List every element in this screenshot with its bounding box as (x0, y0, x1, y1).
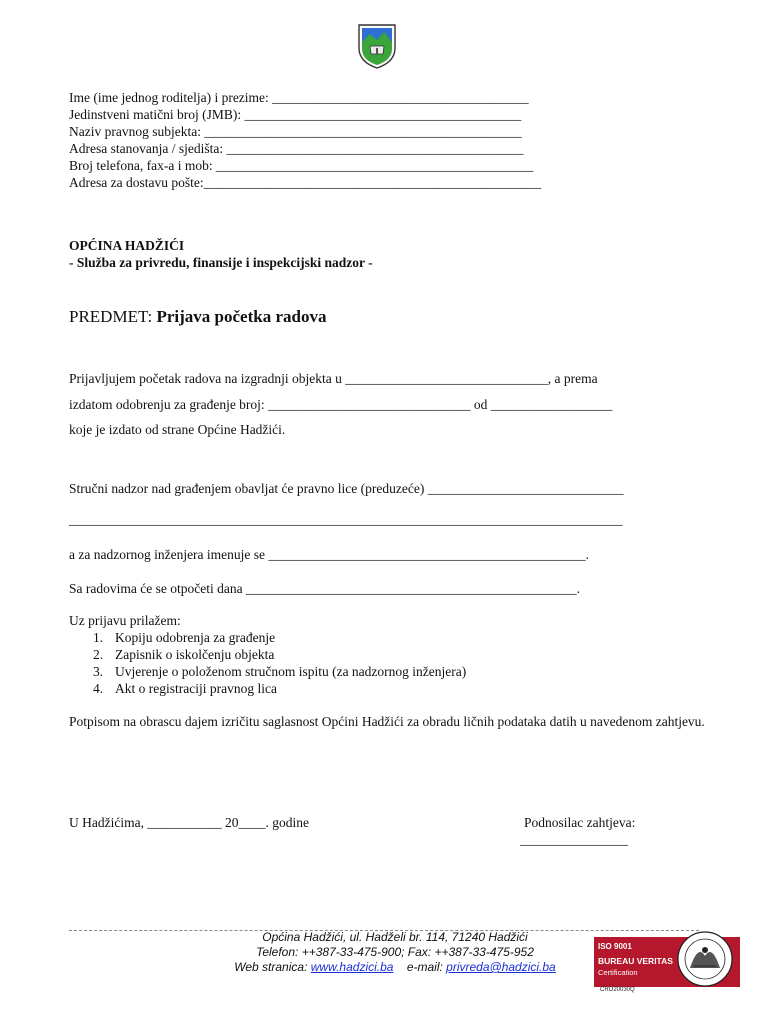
footer-web-row (210, 960, 580, 975)
supervision-line-1: Stručni nadzor nad građenjem obavljat će pravno lice (preduzeće) _____________________________ (69, 481, 624, 496)
attachments-list (69, 629, 466, 697)
certification-code: CRO20030Q (600, 987, 635, 993)
consent-paragraph: Potpisom na obrascu dajem izričitu saglasnost Općini Hadžići za obradu ličnih podataka datih u navedenom zahtjevu. (69, 714, 705, 729)
list-item-text: Kopiju odobrenja za građenje (115, 630, 276, 645)
field-phone: Broj telefona, fax-a i mob: _______________________________________________ (69, 158, 534, 173)
body-line-2: izdatom odobrenju za građenje broj: ______________________________ od __________________ (69, 397, 613, 412)
list-item-text: Zapisnik o iskolčenju objekta (115, 647, 275, 662)
attachments-heading: Uz prijavu prilažem: (69, 613, 181, 628)
footer-contact (210, 930, 580, 975)
website-link[interactable]: www.hadzici.ba (310, 960, 394, 974)
applicant-signature-line: ________________ (520, 832, 628, 847)
list-item (69, 629, 466, 646)
field-jmb: Jedinstveni matični broj (JMB): _________________________________________ (69, 107, 522, 122)
list-item-number: 2. (93, 647, 104, 662)
bureau-veritas-seal-icon (676, 930, 734, 988)
list-item (69, 680, 466, 697)
recipient-name: OPĆINA HADŽIĆI (69, 238, 185, 253)
engineer-line: a za nadzornog inženjera imenuje se _______________________________________________. (69, 547, 590, 562)
municipal-coat-of-arms-icon (356, 22, 398, 70)
subject-label: PREDMET: (69, 307, 153, 326)
footer-web-label: Web stranica: (234, 960, 311, 974)
body-line-1: Prijavljujem početak radova na izgradnji objekta u ______________________________, a prema (69, 371, 598, 386)
footer-email-label: e-mail: (406, 960, 447, 974)
field-parent-name: Ime (ime jednog roditelja) i prezime: ______________________________________ (69, 90, 529, 105)
list-item (69, 663, 466, 680)
subject-title: Prijava početka radova (156, 307, 327, 326)
start-date-line: Sa radovima će se otpočeti dana _________________________________________________. (69, 581, 581, 596)
field-address: Adresa stanovanja / sjedišta: ____________________________________________ (69, 141, 524, 156)
iso-label: ISO 9001 (598, 942, 632, 951)
subject-line (69, 307, 326, 327)
email-link[interactable]: privreda@hadzici.ba (446, 960, 556, 974)
field-mailing-address: Adresa za dostavu pošte:__________________________________________________ (69, 175, 542, 190)
certification-label: Certification (598, 968, 638, 977)
place-date-line: U Hadžićima, ___________ 20____. godine (69, 815, 309, 830)
applicant-label: Podnosilac zahtjeva: (524, 815, 636, 830)
field-legal-entity: Naziv pravnog subjekta: _______________________________________________ (69, 124, 522, 139)
footer-phone: Telefon: ++387-33-475-900; Fax: ++387-33-475-952 (256, 945, 534, 959)
attachments-section (69, 612, 466, 697)
recipient-department: - Služba za privredu, finansije i inspekcijski nadzor - (69, 255, 373, 270)
supervision-line-2: __________________________________________________________________________________ (69, 512, 623, 527)
list-item-number: 3. (93, 664, 104, 679)
list-item-text: Akt o registraciji pravnog lica (115, 681, 277, 696)
list-item-text: Uvjerenje o položenom stručnom ispitu (za nadzornog inženjera) (115, 664, 467, 679)
bureau-veritas-label: BUREAU VERITAS (598, 956, 673, 966)
list-item-number: 4. (93, 681, 104, 696)
list-item (69, 646, 466, 663)
footer-address: Općina Hadžići, ul. Hadželi br. 114, 71240 Hadžići (262, 930, 528, 944)
list-item-number: 1. (93, 630, 104, 645)
body-line-3: koje je izdato od strane Općine Hadžići. (69, 422, 286, 437)
